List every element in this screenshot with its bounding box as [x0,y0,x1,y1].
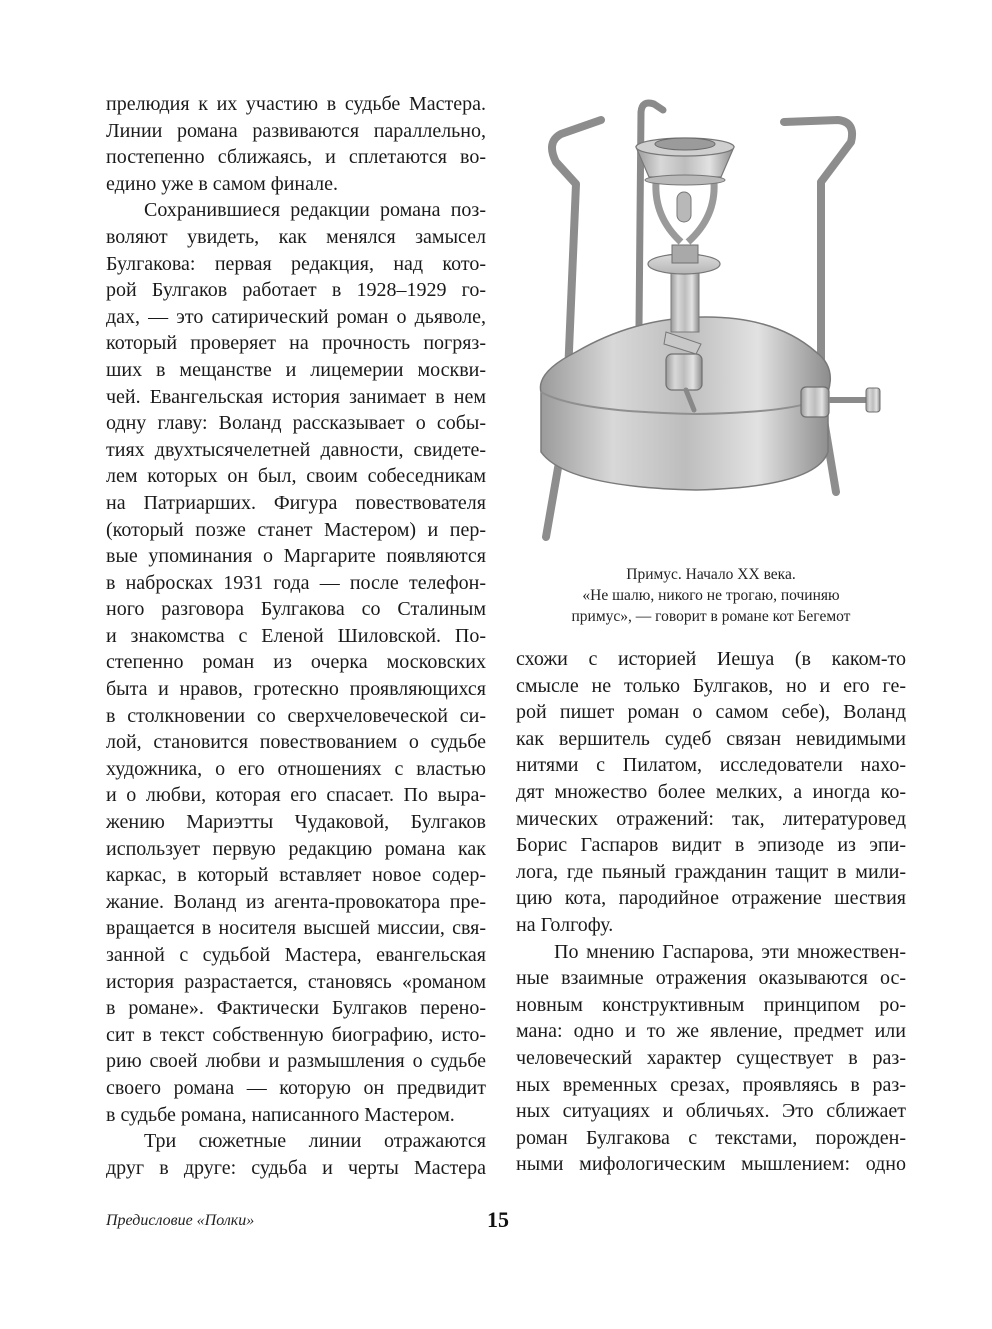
text-line: в набросках 1931 года — после телефон- [106,571,486,594]
text-line: постепенно сближаясь, и сплетаются во- [106,146,486,169]
text-line: на Патриарших. Фигура повествователя [106,491,486,514]
text-line: дах, — это сатирический роман о дьяволе, [106,305,486,328]
text-line: вращается в носителя высшей миссии, свя- [106,917,486,940]
text-line: ных временных срезах, проявляясь в раз- [516,1073,906,1096]
primus-stove-illustration [516,92,906,552]
text-line: рой Булгаков работает в 1928–1929 го- [106,279,486,302]
text-line: схожи с историей Иешуа (в каком-то [516,648,906,670]
text-line: и знакомства с Еленой Шиловской. По- [106,624,486,647]
text-line: рой пишет роман о самом себе), Воланд [516,701,906,724]
text-line: воляют увидеть, как менялся замысел [106,225,486,248]
text-line: ные взаимные отражения оказываются ос- [516,967,906,990]
text-line: тиях двухтысячелетней давности, свидете- [106,438,486,461]
left-text-column [106,91,486,1181]
text-line: ных ситуациях и обличьях. Это сближает [516,1100,906,1123]
text-line: на Голгофу. [516,913,614,936]
text-line: лем которых он был, своим собеседникам [106,465,486,488]
paragraph-start-line: По мнению Гаспарова, эти множествен- [554,940,906,963]
text-line: жению Мариэтты Чудаковой, Булгаков [106,811,486,834]
text-line: Борис Гаспаров видит в эпизоде из эпи- [516,834,906,857]
paragraph-start-line: Сохранившиеся редакции романа поз- [144,199,486,222]
text-line: сит в текст собственную биографию, исто- [106,1023,486,1046]
text-line: одну главу: Воланд рассказывает о собы- [106,412,486,435]
paragraph-start-line: Три сюжетные линии отражаются [144,1130,486,1153]
page-number: 15 [487,1207,509,1232]
text-line: жание. Воланд из агента-провокатора пре- [106,890,486,913]
text-line: занной с судьбой Мастера, евангельская [106,944,486,966]
text-line: и о любви, которая его спасает. По выра- [106,784,486,807]
caption-line: примус», — говорит в романе кот Бегемот [571,608,851,625]
text-line: лой, становится повествованием о судьбе [106,731,486,754]
text-line: новным конструктивным принципом ро- [516,993,906,1016]
text-line: быта и нравов, гротескно проявляющихся [106,678,486,701]
text-line: который проверяет на прочность погряз- [106,332,486,355]
text-line: история разрастается, становясь «романом [106,970,486,993]
text-line: роман Булгакова с текстами, порожден- [516,1126,906,1149]
text-line: мана: одно и то же явление, предмет или [516,1020,906,1043]
text-line: как вершитель судеб связан невидимыми [516,727,906,750]
figure-caption [516,564,906,627]
text-line: лога, где пьяный гражданин тащит в мили- [516,860,906,883]
text-line: каркас, в который вставляет новое содер- [106,864,486,887]
text-line: в романе». Фактически Булгаков перено- [106,997,486,1020]
text-line: нитями с Пилатом, исследователи нахо- [516,754,906,777]
text-line: мических отражений: так, литературовед [516,807,906,830]
text-line: в столкновении со сверхчеловеческой си- [106,704,486,727]
text-line: использует первую редакцию романа как [106,837,486,860]
text-line: вые упоминания о Маргарите появляются [106,545,486,568]
primus-stove-image [516,92,906,552]
text-line: своего романа — которую он предвидит [106,1076,486,1099]
text-line: рию своей любви и размышления о судьбе [106,1050,486,1073]
text-line: (который позже станет Мастером) и пер- [106,518,486,541]
caption-line: «Не шалю, никого не трогаю, починяю [582,587,840,604]
text-line: цию кота, пародийное отражение шествия [516,887,906,910]
text-line: в судьбе романа, написанного Мастером. [106,1103,455,1126]
text-line: ными мифологическим мышлением: одно [516,1153,906,1176]
text-line: Линии романа развиваются параллельно, [106,119,486,142]
text-line: друг в друге: судьба и черты Мастера [106,1156,486,1179]
text-line: ших в мещанстве и лицемерии москви- [106,358,486,381]
text-line: Булгакова: первая редакция, над кото- [106,252,486,275]
caption-line: Примус. Начало XX века. [626,566,796,583]
text-line: чей. Евангельская история занимает в нем [106,385,486,408]
text-line: степенно роман из очерка московских [106,651,486,674]
text-line: ного разговора Булгакова со Сталиным [106,598,486,621]
right-text-column [516,646,906,1178]
text-line: смысле не только Булгаков, но и его ге- [516,674,906,697]
text-line: едино уже в самом финале. [106,172,339,195]
text-line: прелюдия к их участию в судьбе Мастера. [106,93,486,115]
running-footer-title: Предисловие «Полки» [106,1212,255,1229]
text-line: художника, о его отношениях с властью [106,757,486,780]
text-line: человеческий характер существует в раз- [516,1046,906,1069]
text-line: дят множество более мелких, а иногда ко- [516,780,906,803]
